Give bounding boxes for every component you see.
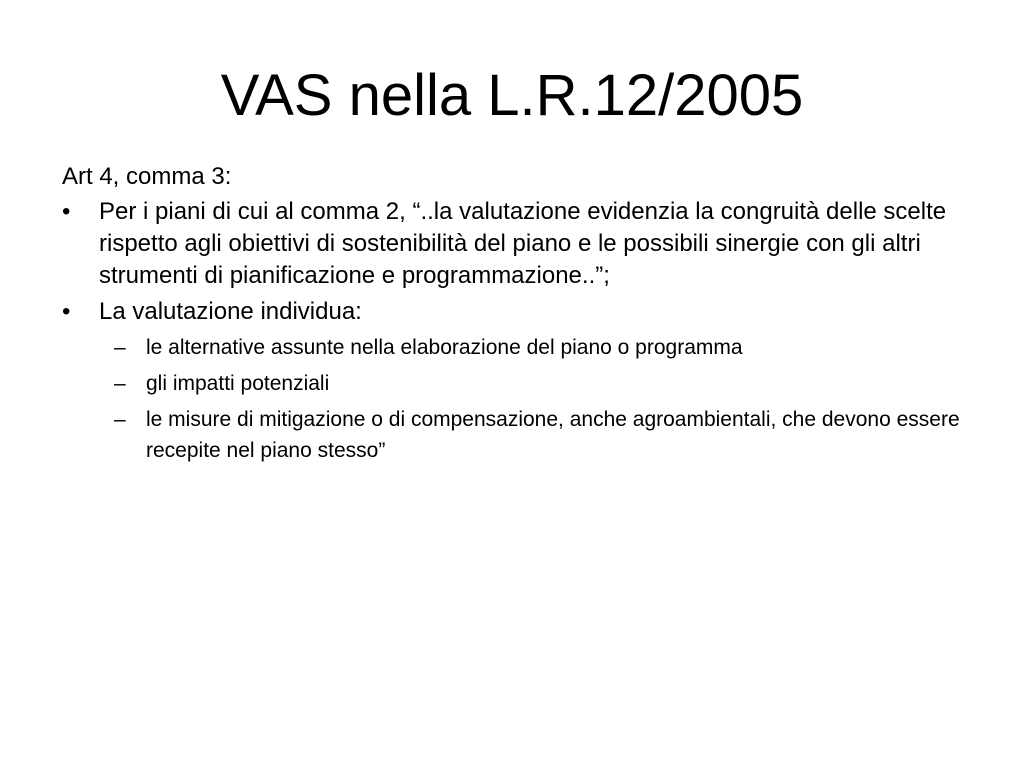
bullet-text: La valutazione individua: <box>99 298 362 325</box>
sub-bullet-item-potential-impacts <box>62 368 982 399</box>
sub-bullet-list <box>62 332 982 466</box>
dash-marker: – <box>114 336 126 359</box>
slide-title: VAS nella L.R.12/2005 <box>220 63 804 128</box>
sub-bullet-text: gli impatti potenziali <box>146 372 330 395</box>
article-reference: Art 4, comma 3: <box>62 163 232 190</box>
bullet-marker: • <box>62 198 71 225</box>
sub-bullet-text: le misure di mitigazione o di compensazione, anche agroambientali, che devono essere recepite nel piano stesso” <box>146 408 960 462</box>
sub-bullet-item-alternatives <box>62 332 982 363</box>
dash-marker: – <box>114 408 126 431</box>
sub-bullet-text: le alternative assunte nella elaborazione del piano o programma <box>146 336 743 359</box>
slide-body <box>62 160 982 471</box>
bullet-item-evaluation-identifies <box>62 296 982 328</box>
bullet-marker: • <box>62 298 71 325</box>
dash-marker: – <box>114 372 126 395</box>
bullet-item-evaluation-purpose <box>62 196 982 292</box>
sub-bullet-item-mitigation-measures <box>62 404 982 466</box>
bullet-text: Per i piani di cui al comma 2, “..la valutazione evidenzia la congruità delle scelte rispetto agli obiettivi di sostenibilità del piano e le possibili sinergie con gli altri strumenti di pianificazione e programmazione..”; <box>99 198 947 289</box>
